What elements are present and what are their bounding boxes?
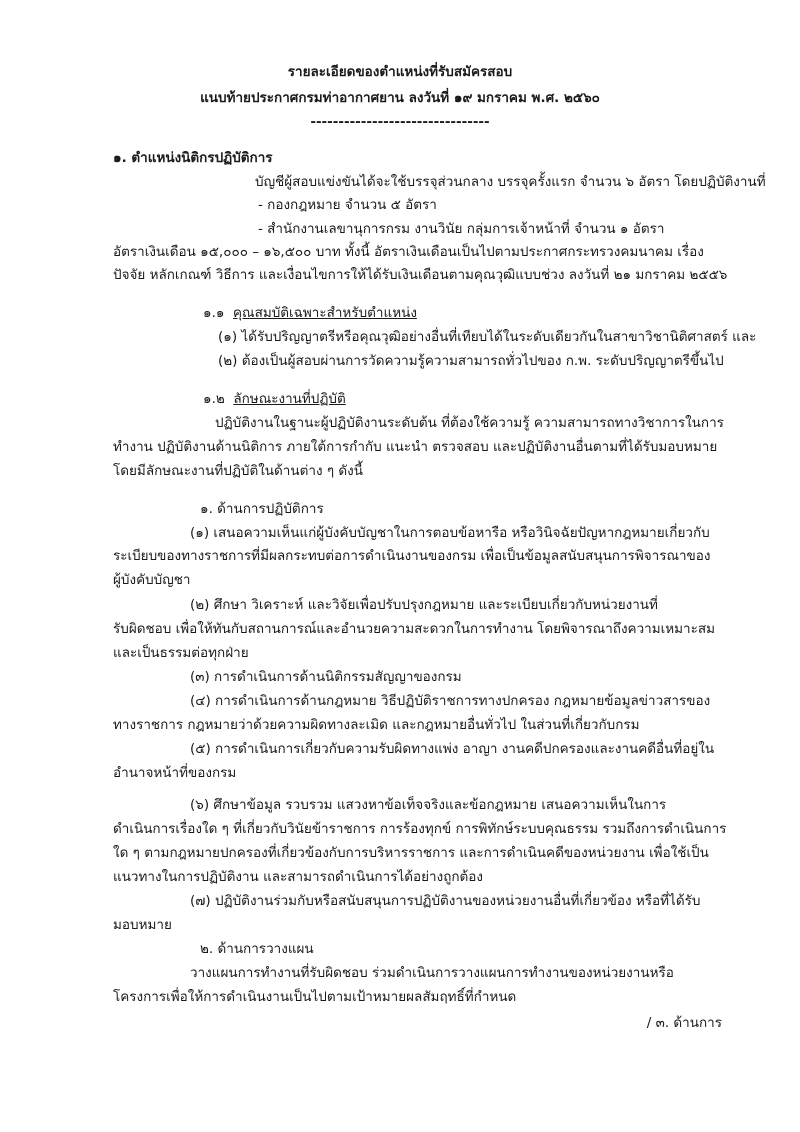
operation-line: ใด ๆ ตามกฎหมายปกครองที่เกี่ยวข้องกับการบริหารราชการ และการดำเนินคดีของหน่วยงาน เพื่อใช้เป็น	[113, 845, 709, 861]
position-heading: ๑. ตำแหน่งนิติกรปฏิบัติการ	[113, 150, 273, 166]
operation-line: ทางราชการ กฎหมายว่าด้วยความผิดทางละเมิด และกฎหมายอื่นทั่วไป ในส่วนที่เกี่ยวกับกรม	[113, 717, 640, 733]
duties-intro: ปฏิบัติงานในฐานะผู้ปฏิบัติงานระดับต้น ที่ต้องใช้ความรู้ ความสามารถทางวิชาการในการ	[215, 415, 724, 431]
document-subtitle: แนบท้ายประกาศกรมท่าอากาศยาน ลงวันที่ ๑๙ มกราคม พ.ศ. ๒๕๖๐	[200, 90, 600, 106]
operation-line: (๕) การดำเนินการเกี่ยวกับความรับผิดทางแพ่ง อาญา งานคดีปกครองและงานคดีอื่นที่อยู่ใน	[190, 741, 715, 757]
operation-line: อำนาจหน้าที่ของกรม	[113, 765, 237, 781]
duties-heading	[203, 389, 346, 409]
operation-line: ดำเนินการเรื่องใด ๆ ที่เกี่ยวกับวินัยข้าราชการ การร้องทุกข์ การพิทักษ์ระบบคุณธรรม รวมถึงการดำเนินการ	[113, 821, 727, 837]
salary-line: อัตราเงินเดือน ๑๕,๐๐๐ – ๑๖,๕๐๐ บาท ทั้งนี้ อัตราเงินเดือนเป็นไปตามประกาศกระทรวงคมนาคม เรื่อง	[113, 244, 704, 260]
operation-line: ผู้บังคับบัญชา	[113, 572, 191, 588]
planning-heading: ๒. ด้านการวางแผน	[200, 941, 314, 957]
intro-line: - สำนักงานเลขานุการกรม งานวินัย กลุ่มการเจ้าหน้าที่ จำนวน ๑ อัตรา	[258, 221, 665, 237]
operation-line: (๖) ศึกษาข้อมูล รวบรวม แสวงหาข้อเท็จจริงและข้อกฎหมาย เสนอความเห็นในการ	[190, 797, 667, 813]
qualifications-heading	[203, 303, 417, 323]
operation-line: (๒) ศึกษา วิเคราะห์ และวิจัยเพื่อปรับปรุงกฎหมาย และระเบียบเกี่ยวกับหน่วยงานที่	[190, 597, 658, 613]
duties-intro: โดยมีลักษณะงานที่ปฏิบัติในด้านต่าง ๆ ดังนี้	[113, 463, 363, 479]
intro-line: - กองกฎหมาย จำนวน ๕ อัตรา	[258, 197, 437, 213]
operation-line: รับผิดชอบ เพื่อให้ทันกับสถานการณ์และอำนวยความสะดวกในการทำงาน โดยพิจารณาถึงความเหมาะสม	[113, 621, 716, 637]
planning-line: วางแผนการทำงานที่รับผิดชอบ ร่วมดำเนินการวางแผนการทำงานของหน่วยงานหรือ	[190, 965, 674, 981]
section-number: ๑.๑	[203, 305, 225, 321]
qualification-item: (๑) ได้รับปริญญาตรีหรือคุณวุฒิอย่างอื่นที่เทียบได้ในระดับเดียวกันในสาขาวิชานิติศาสตร์ และ	[218, 329, 757, 345]
operation-line: และเป็นธรรมต่อทุกฝ่าย	[113, 645, 249, 661]
section-number: ๑.๒	[203, 391, 225, 407]
salary-line: ปัจจัย หลักเกณฑ์ วิธีการ และเงื่อนไขการให้ได้รับเงินเดือนตามคุณวุฒิแบบช่วง ลงวันที่ ๒๑ มกราคม ๒๕๕๖	[113, 267, 728, 283]
section-title: ลักษณะงานที่ปฏิบัติ	[233, 391, 346, 407]
operation-line: (๔) การดำเนินการด้านกฎหมาย วิธีปฏิบัติราชการทางปกครอง กฎหมายข้อมูลข่าวสารของ	[190, 693, 711, 709]
duties-intro: ทำงาน ปฏิบัติงานด้านนิติการ ภายใต้การกำกับ แนะนำ ตรวจสอบ และปฏิบัติงานอื่นตามที่ได้รับมอบหมาย	[113, 439, 718, 455]
operation-line: (๑) เสนอความเห็นแก่ผู้บังคับบัญชาในการตอบข้อหารือ หรือวินิจฉัยปัญหากฎหมายเกี่ยวกับ	[190, 525, 710, 541]
continuation-marker: / ๓. ด้านการ	[646, 1015, 722, 1031]
operation-line: (๗) ปฏิบัติงานร่วมกับหรือสนับสนุนการปฏิบัติงานของหน่วยงานอื่นที่เกี่ยวข้อง หรือที่ได้รับ	[190, 893, 701, 909]
operation-line: (๓) การดำเนินการด้านนิติกรรมสัญญาของกรม	[190, 669, 462, 685]
operation-line: แนวทางในการปฏิบัติงาน และสามารถดำเนินการได้อย่างถูกต้อง	[113, 869, 484, 885]
operation-line: มอบหมาย	[113, 917, 172, 933]
intro-line: บัญชีผู้สอบแข่งขันได้จะใช้บรรจุส่วนกลาง บรรจุครั้งแรก จำนวน ๖ อัตรา โดยปฏิบัติงานที่	[255, 174, 766, 190]
operation-line: ระเบียบของทางราชการที่มีผลกระทบต่อการดำเนินงานของกรม เพื่อเป็นข้อมูลสนับสนุนการพิจารณาของ	[113, 548, 711, 564]
qualification-item: (๒) ต้องเป็นผู้สอบผ่านการวัดความรู้ความสามารถทั่วไปของ ก.พ. ระดับปริญญาตรีขึ้นไป	[218, 353, 724, 369]
planning-line: โครงการเพื่อให้การดำเนินงานเป็นไปตามเป้าหมายผลสัมฤทธิ์ที่กำหนด	[113, 989, 517, 1005]
title-separator: --------------------------------	[310, 114, 490, 130]
section-title: คุณสมบัติเฉพาะสำหรับตำแหน่ง	[233, 305, 417, 321]
document-title: รายละเอียดของตำแหน่งที่รับสมัครสอบ	[287, 64, 513, 80]
operations-heading: ๑. ด้านการปฏิบัติการ	[200, 501, 324, 517]
